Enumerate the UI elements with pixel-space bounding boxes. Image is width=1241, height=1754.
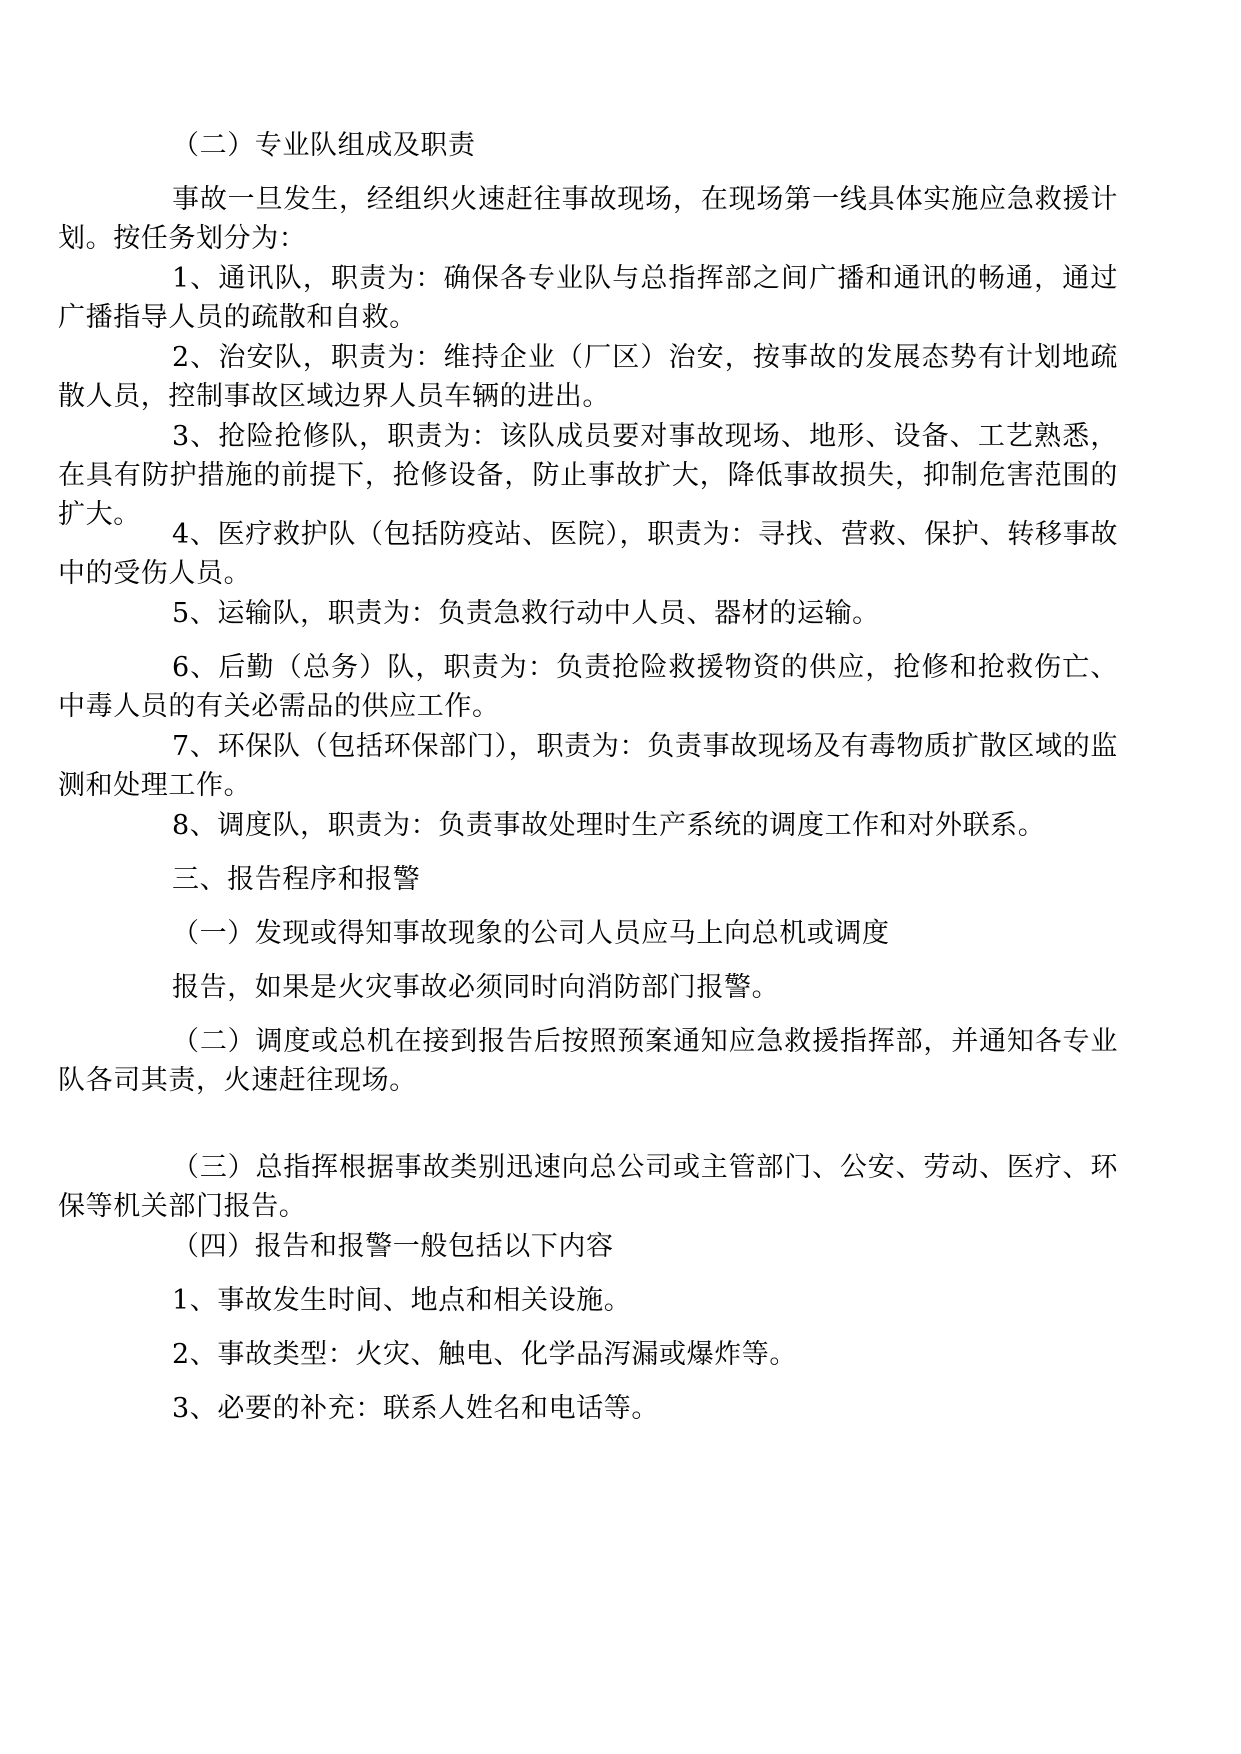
- paragraph-item-transport-team: 5、运输队，职责为：负责急救行动中人员、器材的运输。: [172, 598, 880, 629]
- paragraph-report-content-3: 3、必要的补充：联系人姓名和电话等。: [172, 1393, 659, 1424]
- paragraph-item-security-team: 2、治安队，职责为：维持企业（厂区）治安，按事故的发展态势有计划地疏散人员，控制事故区域边界人员车辆的进出。: [58, 342, 1118, 412]
- paragraph-report-step-4: （四）报告和报警一般包括以下内容: [172, 1231, 614, 1262]
- section-heading-team-composition: （二）专业队组成及职责: [172, 130, 476, 161]
- paragraph-report-content-1: 1、事故发生时间、地点和相关设施。: [172, 1285, 632, 1316]
- paragraph-item-medical-team: 4、医疗救护队（包括防疫站、医院），职责为：寻找、营救、保护、转移事故中的受伤人员。: [58, 519, 1118, 589]
- paragraph-intro: 事故一旦发生，经组织火速赶往事故现场，在现场第一线具体实施应急救援计划。按任务划分为：: [58, 184, 1118, 254]
- paragraph-item-dispatch-team: 8、调度队，职责为：负责事故处理时生产系统的调度工作和对外联系。: [172, 810, 1046, 841]
- paragraph-item-logistics-team: 6、后勤（总务）队，职责为：负责抢险救援物资的供应，抢修和抢救伤亡、中毒人员的有关必需品的供应工作。: [58, 652, 1118, 722]
- paragraph-report-step-1-continued: 报告，如果是火灾事故必须同时向消防部门报警。: [172, 972, 780, 1003]
- paragraph-report-content-2: 2、事故类型：火灾、触电、化学品泻漏或爆炸等。: [172, 1339, 797, 1370]
- paragraph-item-environment-team: 7、环保队（包括环保部门），职责为：负责事故现场及有毒物质扩散区域的监测和处理工作。: [58, 731, 1118, 801]
- paragraph-report-step-1: （一）发现或得知事故现象的公司人员应马上向总机或调度: [172, 918, 890, 949]
- section-heading-reporting: 三、报告程序和报警: [172, 864, 421, 895]
- paragraph-item-rescue-repair-team: 3、抢险抢修队，职责为：该队成员要对事故现场、地形、设备、工艺熟悉，在具有防护措施的前提下，抢修设备，防止事故扩大，降低事故损失，抑制危害范围的扩大。: [58, 421, 1118, 530]
- paragraph-item-communication-team: 1、通讯队，职责为：确保各专业队与总指挥部之间广播和通讯的畅通，通过广播指导人员的疏散和自救。: [58, 263, 1118, 333]
- paragraph-report-step-3: （三）总指挥根据事故类别迅速向总公司或主管部门、公安、劳动、医疗、环保等机关部门报告。: [58, 1152, 1118, 1222]
- paragraph-report-step-2: （二）调度或总机在接到报告后按照预案通知应急救援指挥部，并通知各专业队各司其责，火速赶往现场。: [58, 1026, 1118, 1096]
